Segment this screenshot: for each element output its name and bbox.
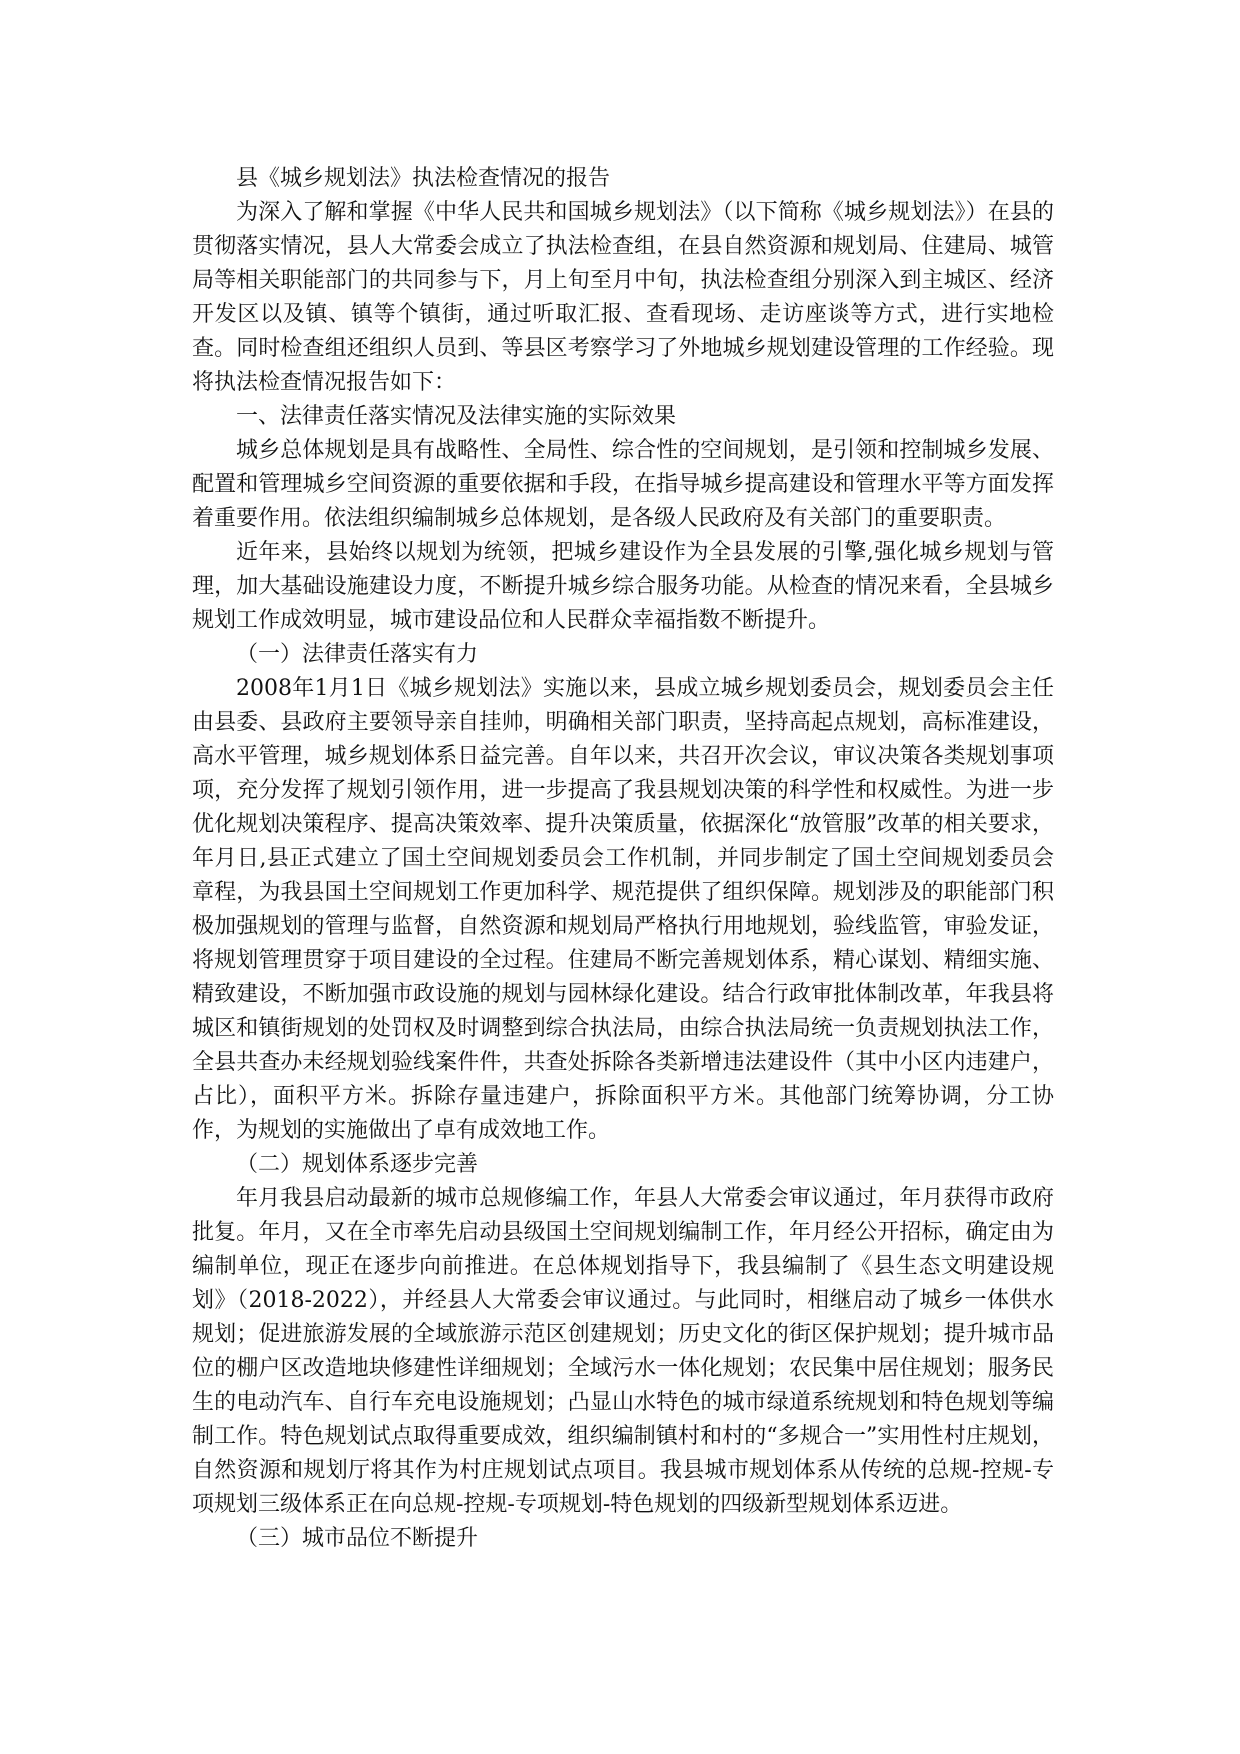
subsection-heading-3: （三）城市品位不断提升 [236, 1526, 479, 1551]
section-heading-1: 一、法律责任落实情况及法律实施的实际效果 [236, 404, 677, 429]
subsection-heading-2: （二）规划体系逐步完善 [236, 1152, 479, 1177]
paragraph-recent-years: 近年来，县始终以规划为统领，把城乡建设作为全县发展的引擎,强化城乡规划与管理，加大基础设施建设力度，不断提升城乡综合服务功能。从检查的情况来看，全县城乡规划工作成效明显，城市建设品位和人民群众幸福指数不断提升。 [192, 540, 1054, 633]
document-body [192, 162, 1054, 1556]
paragraph-legal-responsibility: 2008年1月1日《城乡规划法》实施以来，县成立城乡规划委员会，规划委员会主任由县委、县政府主要领导亲自挂帅，明确相关部门职责，坚持高起点规划，高标准建设，高水平管理，城乡规划体系日益完善。自年以来，共召开次会议，审议决策各类规划事项项，充分发挥了规划引领作用，进一步提高了我县规划决策的科学性和权威性。为进一步优化规划决策程序、提高决策效率、提升决策质量，依据深化“放管服”改革的相关要求，年月日,县正式建立了国土空间规划委员会工作机制，并同步制定了国土空间规划委员会章程，为我县国土空间规划工作更加科学、规范提供了组织保障。规划涉及的职能部门积极加强规划的管理与监督，自然资源和规划局严格执行用地规划，验线监管，审验发证，将规划管理贯穿于项目建设的全过程。住建局不断完善规划体系，精心谋划、精细实施、精致建设，不断加强市政设施的规划与园林绿化建设。结合行政审批体制改革，年我县将城区和镇街规划的处罚权及时调整到综合执法局，由综合执法局统一负责规划执法工作，全县共查办未经规划验线案件件，共查处拆除各类新增违法建设件（其中小区内违建户，占比），面积平方米。拆除存量违建户，拆除面积平方米。其他部门统筹协调，分工协作，为规划的实施做出了卓有成效地工作。 [192, 676, 1054, 1143]
paragraph-planning-system: 年月我县启动最新的城市总规修编工作，年县人大常委会审议通过，年月获得市政府批复。年月，又在全市率先启动县级国土空间规划编制工作，年月经公开招标，确定由为编制单位，现正在逐步向前推进。在总体规划指导下，我县编制了《县生态文明建设规划》（2018-2022），并经县人大常委会审议通过。与此同时，相继启动了城乡一体供水规划；促进旅游发展的全域旅游示范区创建规划；历史文化的街区保护规划；提升城市品位的棚户区改造地块修建性详细规划；全域污水一体化规划；农民集中居住规划；服务民生的电动汽车、自行车充电设施规划；凸显山水特色的城市绿道系统规划和特色规划等编制工作。特色规划试点取得重要成效，组织编制镇村和村的“多规合一”实用性村庄规划，自然资源和规划厅将其作为村庄规划试点项目。我县城市规划体系从传统的总规-控规-专项规划三级体系正在向总规-控规-专项规划-特色规划的四级新型规划体系迈进。 [192, 1186, 1054, 1517]
paragraph-overall-planning: 城乡总体规划是具有战略性、全局性、综合性的空间规划，是引领和控制城乡发展、配置和管理城乡空间资源的重要依据和手段，在指导城乡提高建设和管理水平等方面发挥着重要作用。依法组织编制城乡总体规划，是各级人民政府及有关部门的重要职责。 [192, 438, 1054, 531]
subsection-heading-1: （一）法律责任落实有力 [236, 642, 479, 667]
document-title: 县《城乡规划法》执法检查情况的报告 [236, 166, 611, 191]
paragraph-intro: 为深入了解和掌握《中华人民共和国城乡规划法》（以下简称《城乡规划法》）在县的贯彻落实情况，县人大常委会成立了执法检查组，在县自然资源和规划局、住建局、城管局等相关职能部门的共同参与下，月上旬至月中旬，执法检查组分别深入到主城区、经济开发区以及镇、镇等个镇街，通过听取汇报、查看现场、走访座谈等方式，进行实地检查。同时检查组还组织人员到、等县区考察学习了外地城乡规划建设管理的工作经验。现将执法检查情况报告如下： [192, 200, 1054, 395]
